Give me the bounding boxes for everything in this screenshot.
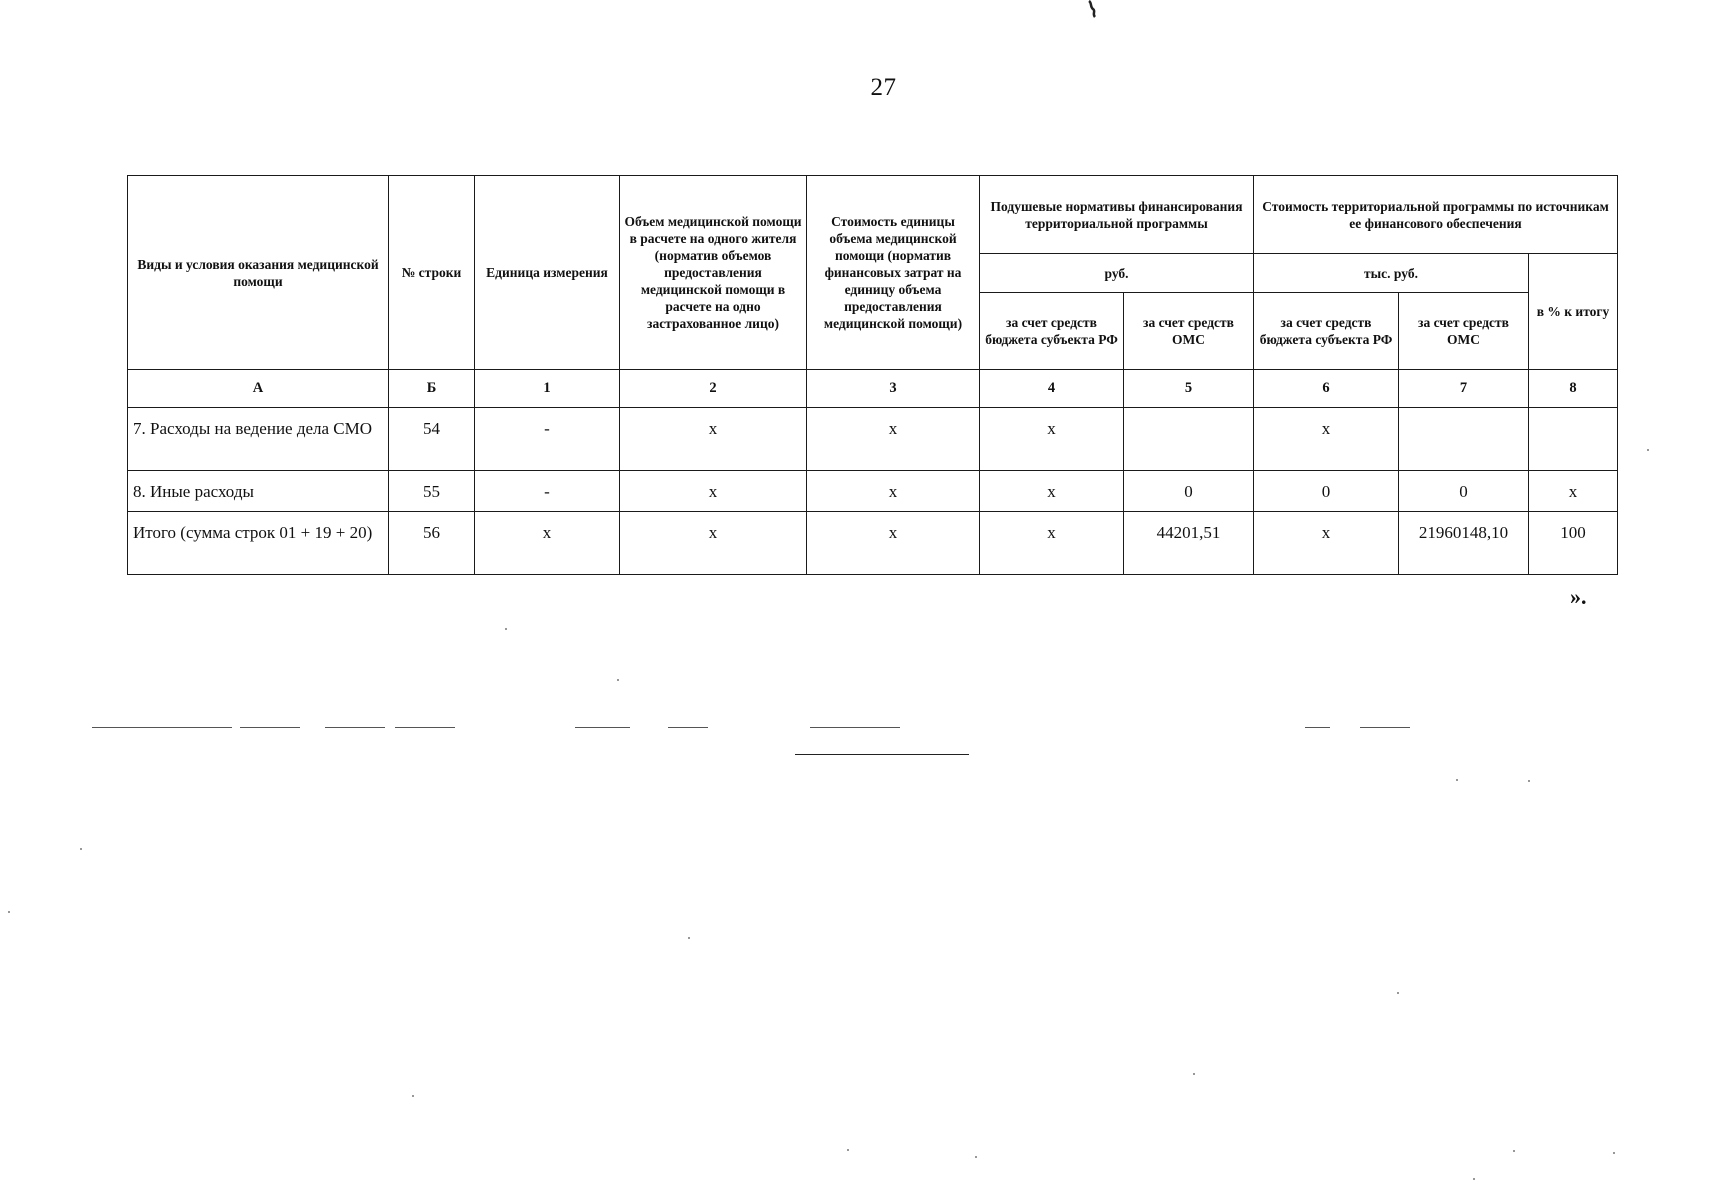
scan-speck — [1613, 1152, 1615, 1154]
header-line-number: № строки — [389, 176, 475, 370]
scan-speck — [1397, 992, 1399, 994]
row-per-capita-oms: 44201,51 — [1124, 512, 1254, 575]
scan-speck — [1193, 1073, 1195, 1075]
row-unit: - — [475, 471, 620, 512]
page-number: 27 — [870, 74, 897, 101]
row-cost-budget: x — [1254, 512, 1399, 575]
scan-speck — [1473, 1178, 1475, 1180]
scan-speck — [1456, 779, 1458, 781]
scan-artifact-line — [1360, 727, 1410, 728]
header-per-capita-budget: за счет средств бюджета субъекта РФ — [980, 293, 1124, 370]
header-unit-cost: Стоимость единицы объема медицинской помощи (норматив финансовых затрат на единицу объема предоставления медицинской помощи) — [807, 176, 980, 370]
scan-speck — [8, 911, 10, 913]
row-line-number: 56 — [389, 512, 475, 575]
scan-artifact-line — [395, 727, 455, 728]
row-line-number: 55 — [389, 471, 475, 512]
scan-artifact-line — [325, 727, 385, 728]
header-cost-oms: за счет средств ОМС — [1399, 293, 1529, 370]
row-cost-oms: 21960148,10 — [1399, 512, 1529, 575]
header-unit-thousand-rub: тыс. руб. — [1254, 254, 1529, 293]
row-label: 8. Иные расходы — [128, 471, 389, 512]
financing-table — [127, 175, 1618, 575]
scan-speck — [412, 1095, 414, 1097]
column-index: А — [128, 370, 389, 408]
header-unit: Единица измерения — [475, 176, 620, 370]
closing-quote-mark: ». — [1570, 584, 1587, 609]
column-index: 3 — [807, 370, 980, 408]
table-row — [128, 512, 1618, 575]
table-row — [128, 408, 1618, 471]
row-volume: x — [620, 512, 807, 575]
scan-speck — [80, 848, 82, 850]
row-volume: x — [620, 408, 807, 471]
row-cost-budget: x — [1254, 408, 1399, 471]
header-care-types: Виды и условия оказания медицинской помощи — [128, 176, 389, 370]
scan-artifact-line — [668, 727, 708, 728]
row-percent — [1529, 408, 1618, 471]
scan-speck — [1528, 780, 1530, 782]
row-unit-cost: x — [807, 512, 980, 575]
scan-speck — [1513, 1150, 1515, 1152]
row-per-capita-oms: 0 — [1124, 471, 1254, 512]
column-index: Б — [389, 370, 475, 408]
row-cost-oms — [1399, 408, 1529, 471]
row-per-capita-oms — [1124, 408, 1254, 471]
separator-rule — [795, 754, 969, 755]
row-line-number: 54 — [389, 408, 475, 471]
scan-artifact-line — [1305, 727, 1330, 728]
header-unit-rub: руб. — [980, 254, 1254, 293]
header-percent-total: в % к итогу — [1529, 254, 1618, 370]
scan-artifact-line — [575, 727, 630, 728]
row-unit-cost: x — [807, 471, 980, 512]
row-label: 7. Расходы на ведение дела СМО — [128, 408, 389, 471]
header-per-capita-oms: за счет средств ОМС — [1124, 293, 1254, 370]
column-index: 2 — [620, 370, 807, 408]
row-per-capita-budget: x — [980, 408, 1124, 471]
column-index: 7 — [1399, 370, 1529, 408]
column-index: 8 — [1529, 370, 1618, 408]
header-cost-budget: за счет средств бюджета субъекта РФ — [1254, 293, 1399, 370]
row-cost-oms: 0 — [1399, 471, 1529, 512]
scan-artifact-line — [92, 727, 232, 728]
row-volume: x — [620, 471, 807, 512]
scan-artifact-line — [240, 727, 300, 728]
row-unit: x — [475, 512, 620, 575]
row-per-capita-budget: x — [980, 471, 1124, 512]
header-volume-norm: Объем медицинской помощи в расчете на одного жителя (норматив объемов предоставления медицинской помощи в расчете на одно застрахованное лицо) — [620, 176, 807, 370]
scan-artifact-line — [810, 727, 900, 728]
column-index: 1 — [475, 370, 620, 408]
row-cost-budget: 0 — [1254, 471, 1399, 512]
column-index: 4 — [980, 370, 1124, 408]
column-index: 6 — [1254, 370, 1399, 408]
scan-speck — [617, 679, 619, 681]
header-program-cost-group: Стоимость территориальной программы по источникам ее финансового обеспечения — [1254, 176, 1618, 254]
scan-speck — [975, 1156, 977, 1158]
column-index-row — [128, 370, 1618, 408]
scan-speck — [847, 1149, 849, 1151]
ink-mark-icon — [1086, 0, 1100, 20]
scan-speck — [688, 937, 690, 939]
row-percent: x — [1529, 471, 1618, 512]
scan-speck — [505, 628, 507, 630]
scan-speck — [1647, 449, 1649, 451]
row-unit-cost: x — [807, 408, 980, 471]
row-label: Итого (сумма строк 01 + 19 + 20) — [128, 512, 389, 575]
table-row — [128, 471, 1618, 512]
header-per-capita-group: Подушевые нормативы финансирования территориальной программы — [980, 176, 1254, 254]
row-per-capita-budget: x — [980, 512, 1124, 575]
row-unit: - — [475, 408, 620, 471]
column-index: 5 — [1124, 370, 1254, 408]
row-percent: 100 — [1529, 512, 1618, 575]
